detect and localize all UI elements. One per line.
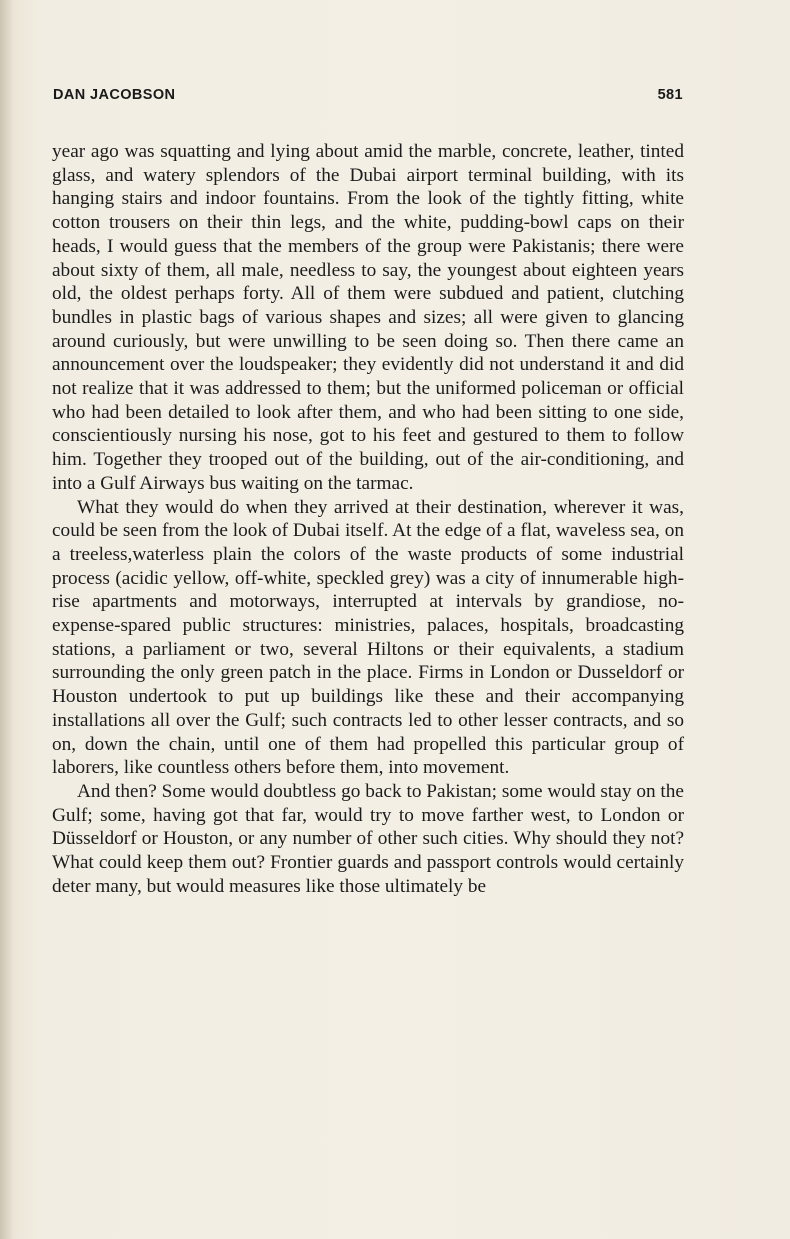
paragraph-and-then: And then? Some would doubtless go back to Pakistan; some would stay on the Gulf; some, having got that far, would try to move farther west, to London or Düsseldorf or Houston, or any number of other such cities. Why should they not? What could keep them out? Frontier guards and passport controls would certainly deter many, but would measures like those ultimately be — [52, 780, 684, 897]
page-number: 581 — [657, 87, 683, 103]
author-name: DAN JACOBSON — [53, 87, 176, 103]
paragraph-dubai: What they would do when they arrived at their destination, wherever it was, could be seen from the look of Dubai itself. At the edge of a flat, waveless sea, on a treeless,waterless plain the colors of the waste products of some industrial process (acidic yellow, off-white, speckled grey) was a city of innumerable high-rise apartments and motorways, interrupted at intervals by grandiose, no-expense-spared public structures: ministries, palaces, hospitals, broadcasting stations, a parliament or two, several Hiltons or their equivalents, a stadium surrounding the only green patch in the place. Firms in London or Dusseldorf or Houston undertook to put up buildings like these and their accompanying installations all over the Gulf; such contracts led to other lesser contracts, and so on, down the chain, until one of them had propelled this particular group of laborers, like countless others before them, into movement. — [52, 496, 684, 779]
page-gutter-shadow — [0, 0, 14, 1239]
paragraph-continued: year ago was squatting and lying about amid the marble, concrete, leather, tinted glass, and watery splendors of the Dubai airport terminal building, with its hanging stairs and indoor fountains. From the look of the tightly fitting, white cotton trousers on their thin legs, and the white, pudding-bowl caps on their heads, I would guess that the members of the group were Pakistanis; there were about sixty of them, all male, needless to say, the youngest about eighteen years old, the oldest perhaps forty. All of them were subdued and patient, clutching bundles in plastic bags of various shapes and sizes; all were given to glancing around curiously, but were unwilling to be seen doing so. Then there came an announcement over the loudspeaker; they evidently did not understand it and did not realize that it was addressed to them; but the uniformed policeman or official who had been detailed to look after them, and who had been sitting to one side, conscientiously nursing his nose, got to his feet and gestured to them to follow him. Together they trooped out of the building, out of the air-conditioning, and into a Gulf Airways bus waiting on the tarmac. — [52, 141, 684, 494]
body-text — [52, 140, 684, 899]
running-head — [53, 87, 683, 107]
